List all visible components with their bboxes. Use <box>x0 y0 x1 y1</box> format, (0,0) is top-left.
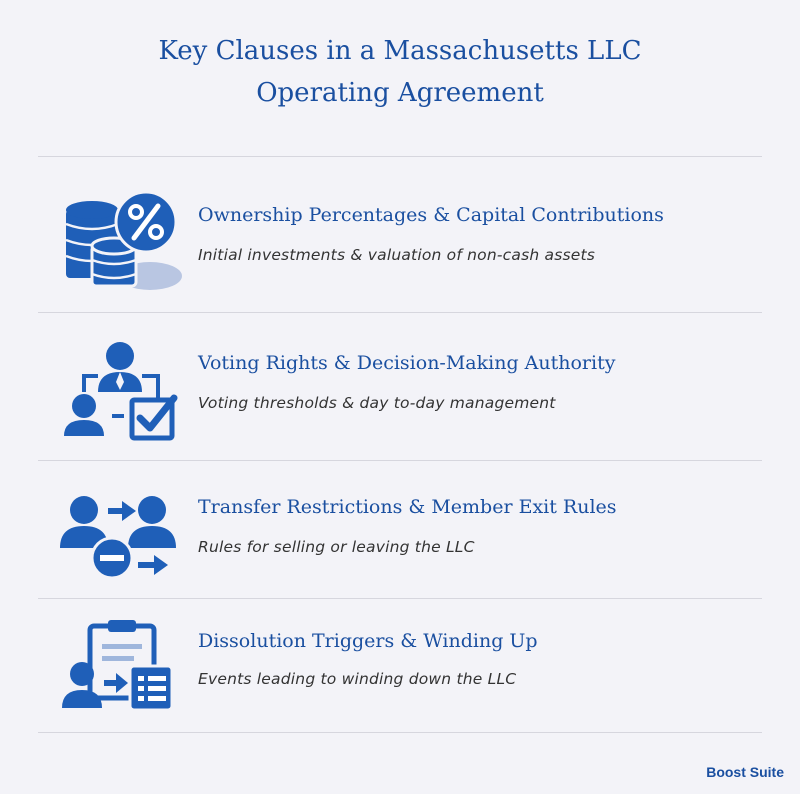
clause-title: Voting Rights & Decision-Making Authority <box>198 352 616 374</box>
clause-title: Dissolution Triggers & Winding Up <box>198 630 538 652</box>
clause-title: Ownership Percentages & Capital Contributions <box>198 204 664 226</box>
divider <box>38 312 762 313</box>
divider <box>38 460 762 461</box>
clause-subtitle: Events leading to winding down the LLC <box>198 670 517 688</box>
clause-subtitle: Voting thresholds & day to-day management <box>198 394 556 412</box>
clause-subtitle: Rules for selling or leaving the LLC <box>198 538 475 556</box>
clause-item-voting <box>0 322 800 462</box>
page-title <box>0 30 800 114</box>
page-title-line-2: Operating Agreement <box>256 78 544 108</box>
coins-percent-icon <box>54 188 184 298</box>
member-transfer-icon <box>54 484 184 594</box>
clause-item-ownership <box>0 170 800 310</box>
page-title-line-1: Key Clauses in a Massachusetts LLC <box>158 36 642 66</box>
voting-checkbox-icon <box>54 336 184 446</box>
divider <box>38 732 762 733</box>
clipboard-document-icon <box>54 616 184 726</box>
clause-subtitle: Initial investments & valuation of non-cash assets <box>198 246 596 264</box>
clause-item-transfer <box>0 470 800 610</box>
brand-logo: Boost Suite <box>706 764 784 780</box>
clause-item-dissolution <box>0 608 800 748</box>
divider <box>38 156 762 157</box>
divider <box>38 598 762 599</box>
clause-title: Transfer Restrictions & Member Exit Rules <box>198 496 617 518</box>
